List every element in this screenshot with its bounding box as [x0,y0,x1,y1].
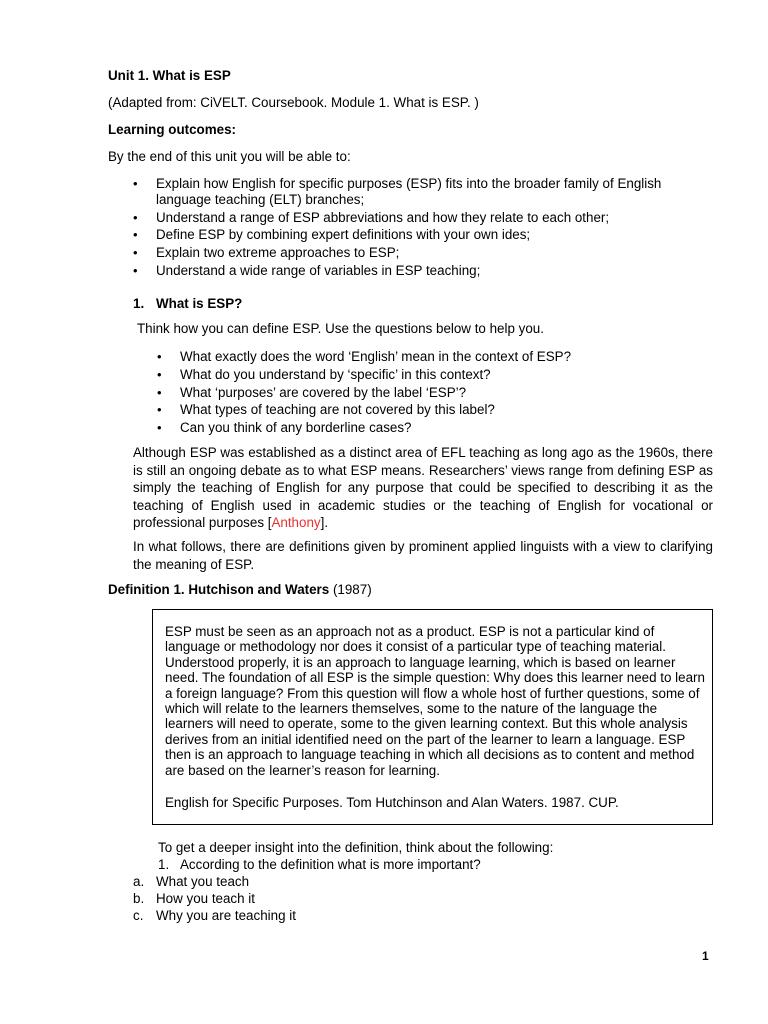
definition-heading [108,582,372,598]
bullet-icon: • [133,227,138,242]
option-letter: b. [133,891,145,906]
list-item: Define ESP by combining expert definitions with your own ides; [156,227,531,242]
option-letter: a. [133,874,145,889]
list-item: What exactly does the word ‘English’ mean in the context of ESP? [180,349,572,364]
quote-text: ESP must be seen as an approach not as a product. ESP is not a particular kind of language or methodology nor does it consist of a particular type of teaching material. Understood properly, it is an approach to language learning, which is based on learner need. The foundation of all ESP is the simple question: Why does this learner need to learn a foreign language? From this question will flow a whole host of further questions, some of which will relate to the learners themselves, some to the nature of the language the learners will need to operate, some to the given learning context. But this whole analysis derives from an initial identified need on the part of the learner to learn a language. ESP then is an approach to language teaching in which all decisions as to content and method are based on the learner’s reason for learning. [165,624,705,778]
paragraph-text: Although ESP was established as a distinct area of EFL teaching as long ago as the 1960s, there is still an ongoing debate as to what ESP means. Researchers’ views range from defining ESP as simply the teaching of English for any purpose that could be specified to describing it as the teaching of English used in academic studies or the teaching of English for vocational or professional purposes [ [133,445,713,530]
list-item: Explain how English for specific purposes (ESP) fits into the broader family of English [156,176,662,191]
question-text: According to the definition what is more important? [180,857,481,872]
list-item: Explain two extreme approaches to ESP; [156,245,400,260]
list-item: language teaching (ELT) branches; [156,192,365,207]
bullet-icon: • [133,245,138,260]
list-item: Understand a range of ESP abbreviations and how they relate to each other; [156,210,610,225]
definition-year: (1987) [332,582,372,597]
quote-source: English for Specific Purposes. Tom Hutchinson and Alan Waters. 1987. CUP. [165,795,619,810]
outcomes-intro: By the end of this unit you will be able to: [108,149,351,164]
list-item: Understand a wide range of variables in ESP teaching; [156,263,481,278]
page-number: 1 [702,949,709,963]
question-number: 1. [158,857,170,872]
list-item: Can you think of any borderline cases? [180,420,412,435]
bullet-icon: • [133,263,138,278]
paragraph-definitions-intro: In what follows, there are definitions given by prominent applied linguists with a view to clarifying the meaning of ESP. [133,539,713,572]
list-item: What ‘purposes’ are covered by the label ‘ESP’? [180,385,467,400]
bullet-icon: • [157,402,162,417]
think-instruction: Think how you can define ESP. Use the questions below to help you. [137,321,544,336]
citation-link[interactable]: Anthony [271,515,321,530]
bullet-icon: • [133,176,138,191]
outcomes-heading: Learning outcomes: [108,122,236,137]
definition-label: Definition 1. Hutchison and Waters [108,582,330,597]
section-title: What is ESP? [156,296,243,311]
unit-title: Unit 1. What is ESP [108,68,231,83]
bullet-icon: • [157,367,162,382]
citation-end: ]. [320,515,329,530]
option-letter: c. [133,908,144,923]
deeper-insight-instruction: To get a deeper insight into the definition, think about the following: [158,840,554,855]
bullet-icon: • [133,210,138,225]
adapted-note: (Adapted from: CiVELT. Coursebook. Module 1. What is ESP. ) [108,95,479,110]
option-text: How you teach it [156,891,255,906]
bullet-icon: • [157,385,162,400]
paragraph-esp-debate [133,444,713,532]
bullet-icon: • [157,420,162,435]
definition-quote-box [152,609,713,825]
bullet-icon: • [157,349,162,364]
section-number: 1. [133,296,145,311]
list-item: What do you understand by ‘specific’ in this context? [180,367,491,382]
option-text: What you teach [156,874,250,889]
option-text: Why you are teaching it [156,908,296,923]
list-item: What types of teaching are not covered by this label? [180,402,495,417]
